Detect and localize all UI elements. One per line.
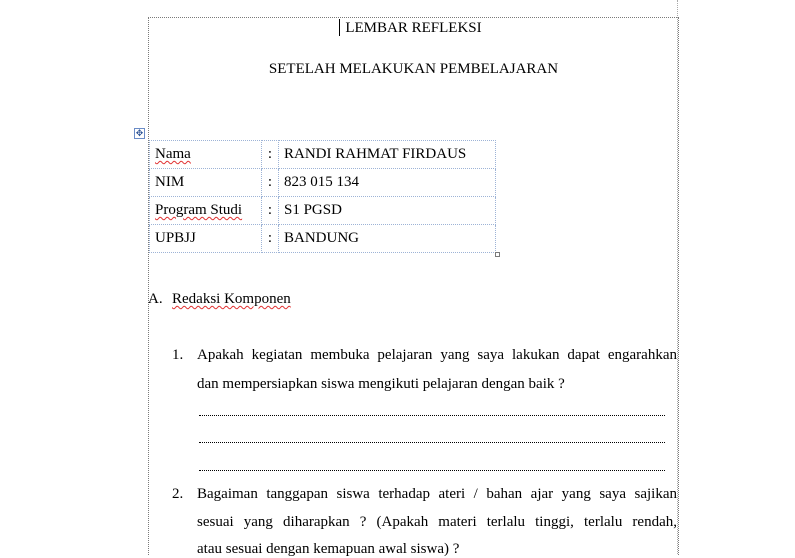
- document-title: LEMBAR REFLEKSI: [345, 20, 482, 36]
- value-program-studi[interactable]: S1 PGSD: [279, 197, 496, 225]
- label-program-studi: Program Studi: [155, 202, 243, 218]
- question-2-line-1: Bagaiman tanggapan siswa terhadap ateri / bahan ajar yang saya sajikan: [197, 486, 677, 502]
- question-2-line-3: atau sesuai dengan kemapuan awal siswa) ?: [197, 541, 460, 557]
- table-row: [150, 225, 496, 253]
- section-marker: A.: [148, 291, 163, 307]
- question-number: 2.: [172, 486, 184, 502]
- value-nama[interactable]: RANDI RAHMAT FIRDAUS: [279, 141, 496, 169]
- question-1-line-1: Apakah kegiatan membuka pelajaran yang saya lakukan dapat engarahkan: [197, 347, 677, 363]
- answer-line[interactable]: [199, 442, 665, 443]
- label-nama: Nama: [155, 146, 191, 162]
- label-upbjj[interactable]: UPBJJ: [150, 225, 262, 253]
- table-row: [150, 169, 496, 197]
- section-title: Redaksi Komponen: [172, 291, 291, 307]
- value-nim[interactable]: 823 015 134: [279, 169, 496, 197]
- info-table[interactable]: [149, 140, 496, 253]
- document-subtitle: SETELAH MELAKUKAN PEMBELAJARAN: [268, 61, 559, 77]
- question-number: 1.: [172, 347, 184, 363]
- question-2-line-2: sesuai yang diharapkan ? (Apakah materi terlalu tinggi, terlalu rendah,: [197, 514, 677, 530]
- value-upbjj[interactable]: BANDUNG: [279, 225, 496, 253]
- table-resize-handle[interactable]: [495, 252, 500, 257]
- separator[interactable]: :: [262, 225, 279, 253]
- separator[interactable]: :: [262, 197, 279, 225]
- table-row: [150, 197, 496, 225]
- label-nim[interactable]: NIM: [150, 169, 262, 197]
- text-box[interactable]: [148, 17, 679, 555]
- answer-line[interactable]: [199, 415, 665, 416]
- text-cursor: [339, 19, 340, 36]
- separator[interactable]: :: [262, 141, 279, 169]
- question-1-line-2: dan mempersiapkan siswa mengikuti pelajaran dengan baik ?: [197, 376, 565, 392]
- separator[interactable]: :: [262, 169, 279, 197]
- section-heading: [148, 291, 291, 308]
- answer-line[interactable]: [199, 470, 665, 471]
- table-row: [150, 141, 496, 169]
- table-move-handle-icon[interactable]: ✥: [135, 128, 144, 138]
